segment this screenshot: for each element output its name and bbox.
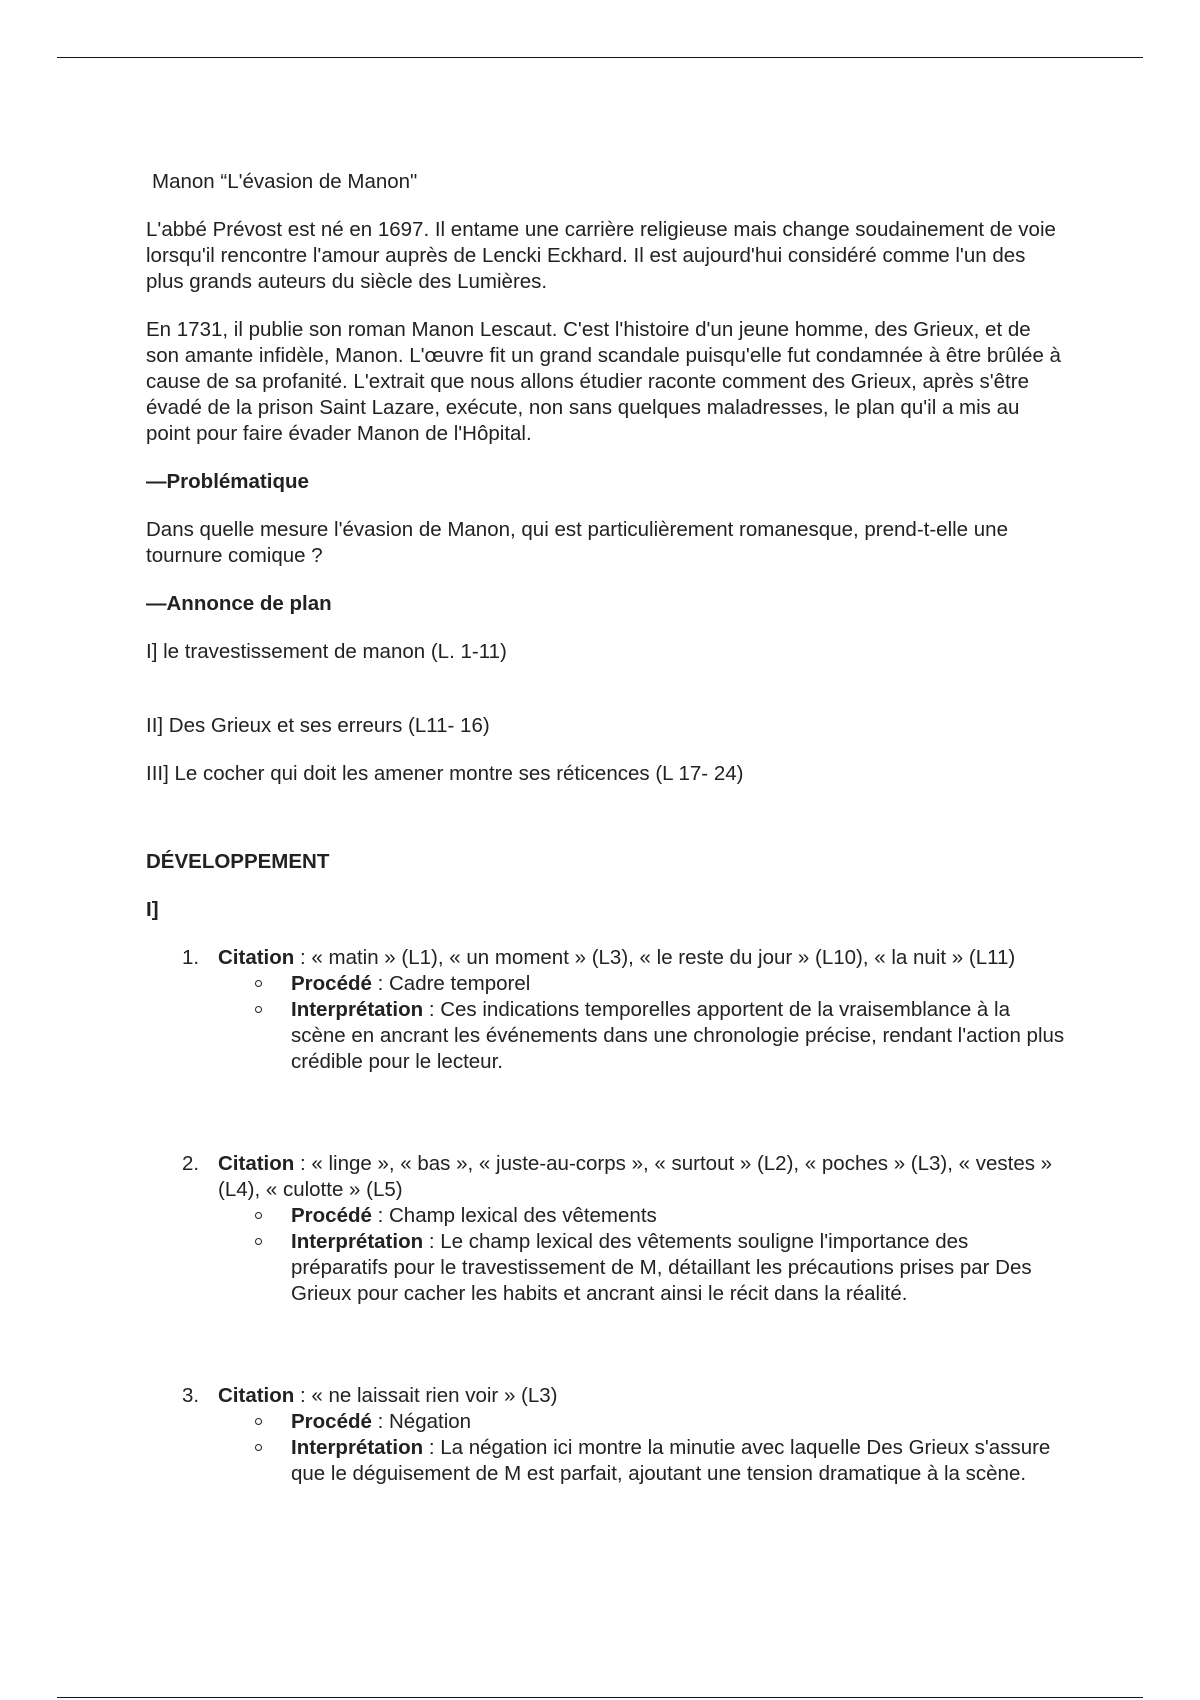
- label-separator: :: [371, 1204, 389, 1227]
- circle-bullet-icon: [255, 980, 262, 987]
- interpretation-item: [218, 1435, 1066, 1487]
- analysis-item-2: [146, 1151, 1066, 1307]
- citation-line: [218, 945, 1066, 971]
- circle-bullet-icon: [255, 1418, 262, 1425]
- item-number: 2.: [182, 1152, 200, 1175]
- interpretation-label: Interprétation: [291, 998, 424, 1021]
- item-number: 3.: [182, 1384, 200, 1407]
- intro-paragraph-1: L'abbé Prévost est né en 1697. Il entame une carrière religieuse mais change soudainement de voie lorsqu'il rencontre l'amour auprès de Lencki Eckhard. Il est aujourd'hui considéré comme l'un des plus grands auteurs du siècle des Lumières.: [146, 218, 1056, 293]
- procede-label: Procédé: [291, 1410, 372, 1433]
- circle-bullet-icon: [255, 1006, 262, 1013]
- label-separator: :: [423, 1436, 441, 1459]
- procede-text: Champ lexical des vêtements: [389, 1204, 657, 1227]
- label-separator: :: [294, 946, 312, 969]
- document-title: Manon “L'évasion de Manon": [152, 170, 418, 193]
- citation-line: [218, 1383, 1066, 1409]
- problematique-text: Dans quelle mesure l'évasion de Manon, qui est particulièrement romanesque, prend-t-elle une tournure comique ?: [146, 518, 1008, 567]
- plan-part-1: I] le travestissement de manon (L. 1-11): [146, 640, 507, 663]
- sub-list: [218, 1409, 1066, 1487]
- label-separator: :: [423, 998, 441, 1021]
- analysis-item-3: [146, 1383, 1066, 1487]
- procede-label: Procédé: [291, 972, 372, 995]
- interpretation-text: Ces indications temporelles apportent de la vraisemblance à la scène en ancrant les événements dans une chronologie précise, rendant l'action plus crédible pour le lecteur.: [291, 998, 1065, 1073]
- procede-item: [218, 1203, 1066, 1229]
- citation-label: Citation: [218, 1384, 295, 1407]
- bottom-rule: [57, 1697, 1143, 1698]
- interpretation-text: La négation ici montre la minutie avec laquelle Des Grieux s'assure que le déguisement de M est parfait, ajoutant une tension dramatique à la scène.: [291, 1436, 1051, 1485]
- problematique-heading: —Problématique: [146, 470, 309, 493]
- label-separator: :: [371, 972, 389, 995]
- sub-list: [218, 971, 1066, 1075]
- citation-label: Citation: [218, 946, 295, 969]
- citation-text: « linge », « bas », « juste-au-corps », « surtout » (L2), « poches » (L3), « vestes » (L4), « culotte » (L5): [218, 1152, 1053, 1201]
- intro-paragraph-2: En 1731, il publie son roman Manon Lescaut. C'est l'histoire d'un jeune homme, des Grieux, et de son amante infidèle, Manon. L'œuvre fit un grand scandale puisqu'elle fut condamnée à être brûlée à cause de sa profanité. L'extrait que nous allons étudier raconte comment des Grieux, après s'être évadé de la prison Saint Lazare, exécute, non sans quelques maladresses, le plan qu'il a mis au point pour faire évader Manon de l'Hôpital.: [146, 318, 1061, 445]
- procede-label: Procédé: [291, 1204, 372, 1227]
- procede-text: Cadre temporel: [389, 972, 531, 995]
- plan-part-2: II] Des Grieux et ses erreurs (L11- 16): [146, 714, 490, 737]
- label-separator: :: [294, 1152, 312, 1175]
- top-rule: [57, 57, 1143, 58]
- label-separator: :: [294, 1384, 312, 1407]
- item-number: 1.: [182, 946, 200, 969]
- procede-item: [218, 1409, 1066, 1435]
- citation-label: Citation: [218, 1152, 295, 1175]
- analysis-list: [146, 945, 1066, 1487]
- circle-bullet-icon: [255, 1444, 262, 1451]
- citation-line: [218, 1151, 1066, 1203]
- section-heading: I]: [146, 898, 159, 921]
- analysis-item-1: [146, 945, 1066, 1075]
- label-separator: :: [423, 1230, 441, 1253]
- interpretation-text: Le champ lexical des vêtements souligne l'importance des préparatifs pour le travestissement de M, détaillant les précautions prises par Des Grieux pour cacher les habits et ancrant ainsi le récit dans la réalité.: [291, 1230, 1032, 1305]
- interpretation-item: [218, 1229, 1066, 1307]
- interpretation-label: Interprétation: [291, 1230, 424, 1253]
- sub-list: [218, 1203, 1066, 1307]
- circle-bullet-icon: [255, 1238, 262, 1245]
- citation-text: « matin » (L1), « un moment » (L3), « le reste du jour » (L10), « la nuit » (L11): [311, 946, 1016, 969]
- citation-text: « ne laissait rien voir » (L3): [311, 1384, 558, 1407]
- annonce-heading: —Annonce de plan: [146, 592, 332, 615]
- procede-item: [218, 971, 1066, 997]
- interpretation-item: [218, 997, 1066, 1075]
- label-separator: :: [371, 1410, 389, 1433]
- plan-part-3: III] Le cocher qui doit les amener montre ses réticences (L 17- 24): [146, 762, 744, 785]
- document-body: [146, 169, 1066, 1487]
- interpretation-label: Interprétation: [291, 1436, 424, 1459]
- developpement-heading: DÉVELOPPEMENT: [146, 850, 330, 873]
- circle-bullet-icon: [255, 1212, 262, 1219]
- procede-text: Négation: [389, 1410, 472, 1433]
